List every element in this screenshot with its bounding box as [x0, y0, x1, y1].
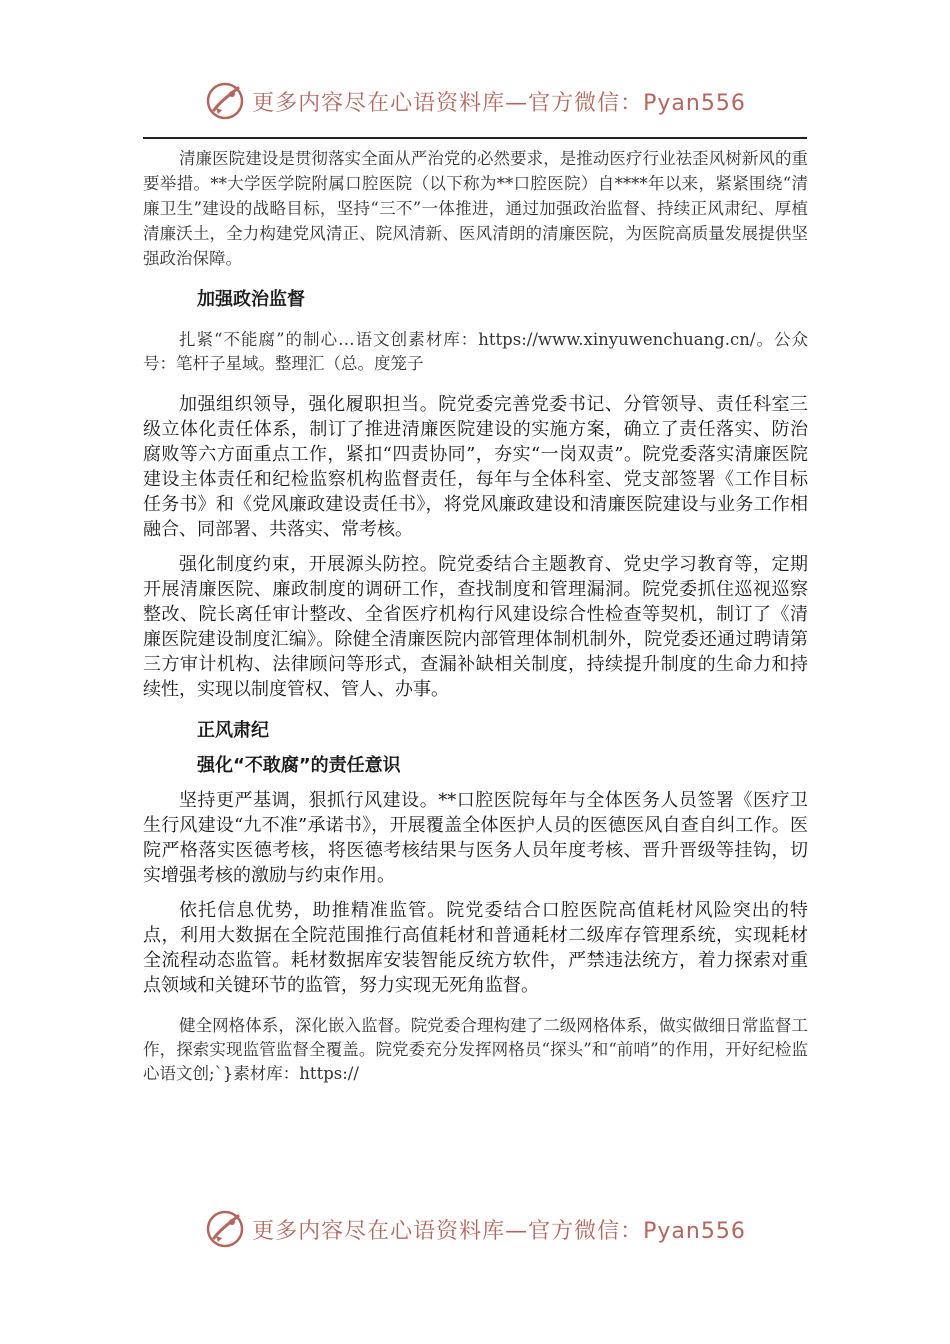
section-heading-discipline: 正风肃纪 [197, 720, 269, 741]
banner-text: 更多内容尽在心语资料库—官方微信：Pyan556 [252, 1218, 746, 1244]
pen-logo-icon [204, 1208, 246, 1250]
subheading-paragraph: 扎紧“不能腐”的制心…语文创素材库：https://www.xinyuwenchuang.cn/。公众号：笔杆子星域。整理汇（总。度笼子 [143, 330, 808, 373]
header-banner [0, 76, 950, 126]
paragraph-organization-leadership: 加强组织领导，强化履职担当。院党委完善党委书记、分管领导、责任科室三级立体化责任体系，制订了推进清廉医院建设的实施方案，确立了责任落实、防治腐败等六方面重点工作，紧扣“四责协同”，夯实“一岗双责”。院党委落实清廉医院建设主体责任和纪检监察机构监督责任，每年与全体科室、党支部签署《工作目标任务书》和《党风廉政建设责任书》，将党风廉政建设和清廉医院建设与业务工作相融合、同部署、共落实、常考核。 [143, 394, 808, 540]
intro-paragraph: 清廉医院建设是贯彻落实全面从严治党的必然要求，是推动医疗行业祛歪风树新风的重要举措。**大学医学院附属口腔医院（以下称为**口腔医院）自****年以来，紧紧围绕“清廉卫生”建设的战略目标，坚持“三不”一体推进，通过加强政治监督、持续正风肃纪、厚植清廉沃土，全力构建党风清正、院风清新、医风清朗的清廉医院，为医院高质量发展提供坚强政治保障。 [143, 149, 808, 268]
banner-text: 更多内容尽在心语资料库—官方微信：Pyan556 [252, 90, 746, 116]
subheading-responsibility: 强化“不敢腐”的责任意识 [197, 755, 401, 776]
document-body [143, 146, 808, 1086]
paragraph-information-supervision: 依托信息优势，助推精准监管。院党委结合口腔医院高值耗材风险突出的特点，利用大数据在全院范围推行高值耗材和普通耗材二级库存管理系统，实现耗材全流程动态监管。耗材数据库安装智能反统方软件，严禁违法统方，着力探索对重点领域和关键环节的监管，努力实现无死角监督。 [143, 900, 808, 996]
paragraph-grid-system: 健全网格体系，深化嵌入监督。院党委合理构建了二级网格体系，做实做细日常监督工作，探索实现监管监督全覆盖。院党委充分发挥网格员“探头”和“前哨”的作用，开好纪检监心语文创;`}素材库：https:// [143, 1016, 808, 1083]
section-heading-political-supervision: 加强政治监督 [197, 289, 305, 310]
paragraph-system-constraint: 强化制度约束，开展源头防控。院党委结合主题教育、党史学习教育等，定期开展清廉医院、廉政制度的调研工作，查找制度和管理漏洞。院党委抓住巡视巡察整改、院长离任审计整改、全省医疗机构行风建设综合性检查等契机，制订了《清廉医院建设制度汇编》。除健全清廉医院内部管理体制机制外，院党委还通过聘请第三方审计机构、法律顾问等形式，查漏补缺相关制度，持续提升制度的生命力和持续性，实现以制度管权、管人、办事。 [143, 554, 808, 700]
pen-logo-icon [204, 80, 246, 122]
paragraph-industry-style: 坚持更严基调，狠抓行风建设。**口腔医院每年与全体医务人员签署《医疗卫生行风建设“九不准”承诺书》，开展覆盖全体医护人员的医德医风自查自纠工作。医院严格落实医德考核，将医德考核结果与医务人员年度考核、晋升晋级等挂钩，切实增强考核的激励与约束作用。 [143, 790, 808, 886]
header-rule [143, 137, 807, 139]
footer-banner [0, 1204, 950, 1254]
